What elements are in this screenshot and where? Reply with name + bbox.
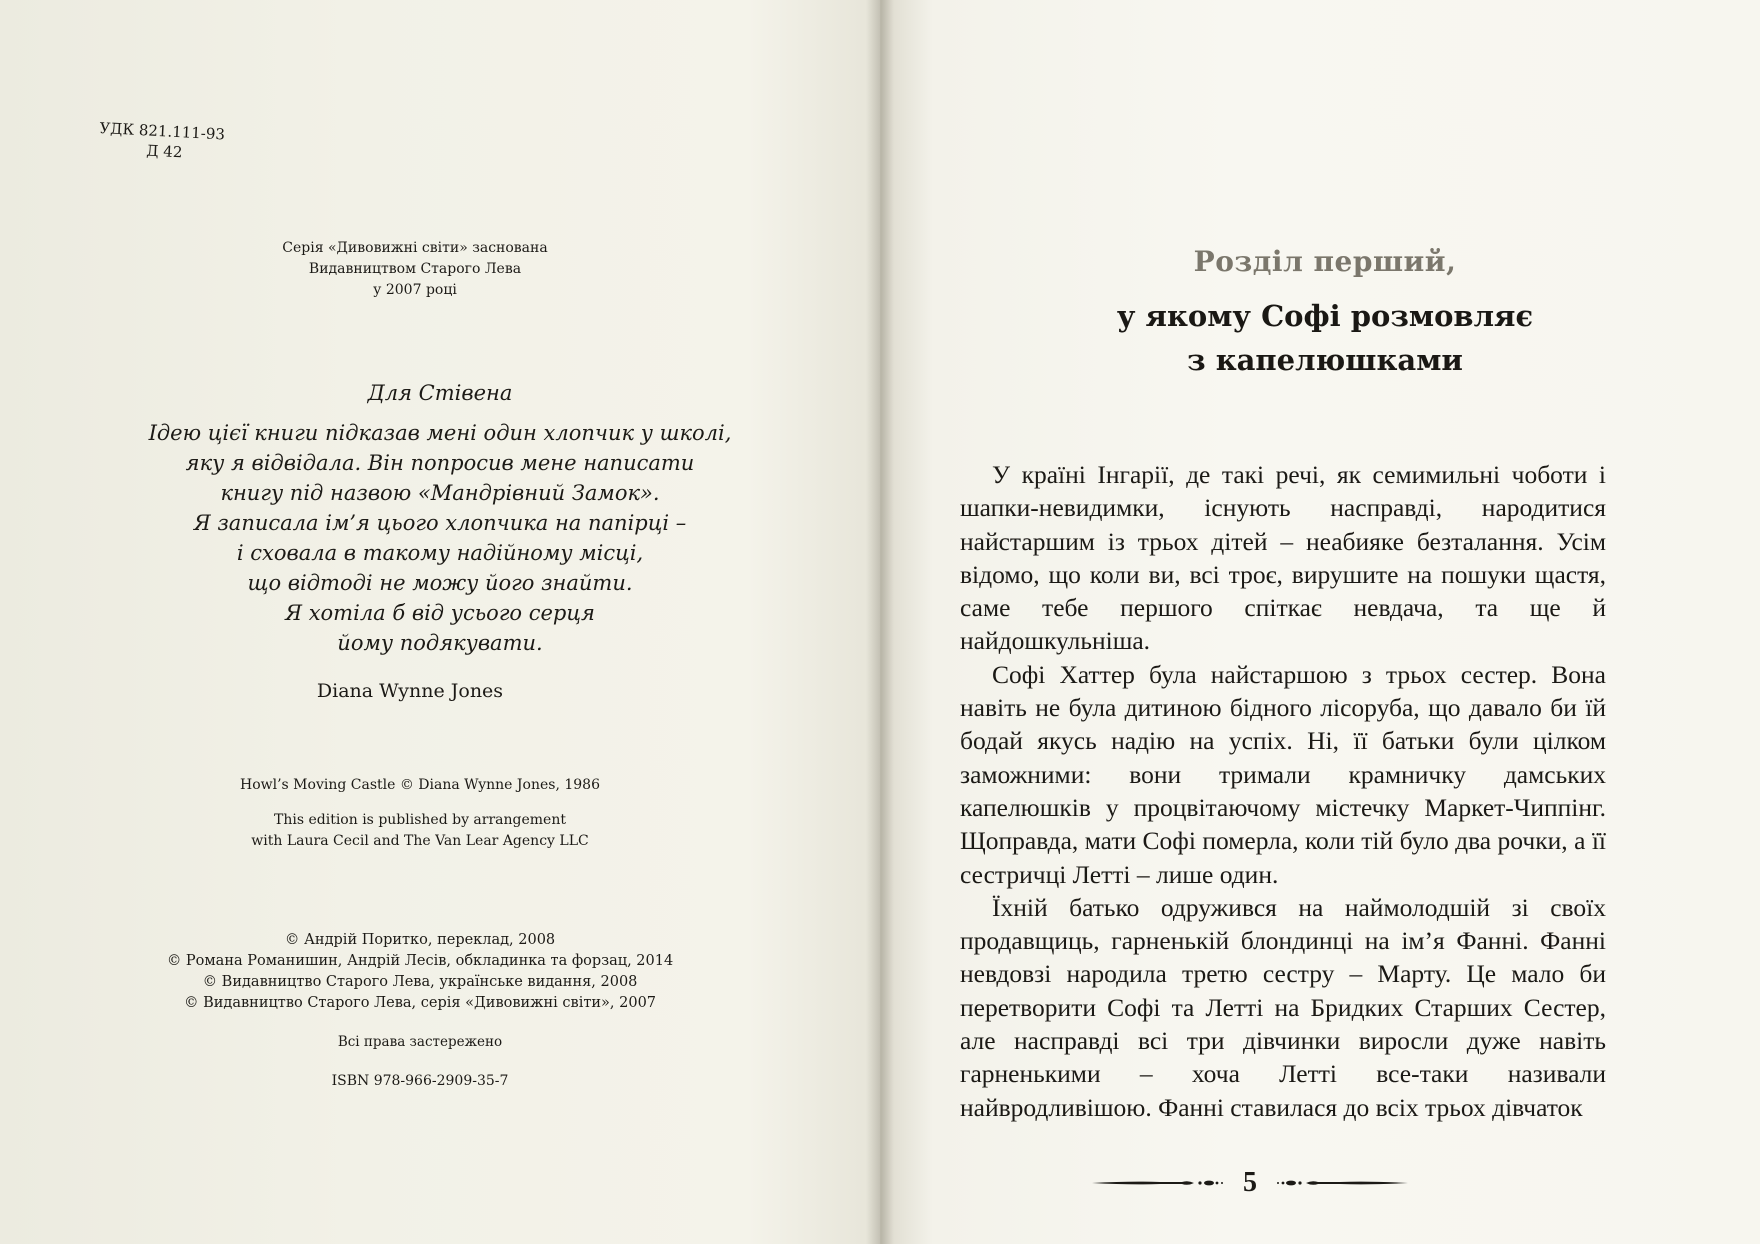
udk-author-mark: Д 42 xyxy=(145,141,183,162)
isbn: ISBN 978-966-2909-35-7 xyxy=(331,1073,509,1089)
copyright-line: © Андрій Поритко, переклад, 2008 xyxy=(284,932,556,948)
author-signature: Diana Wynne Jones xyxy=(316,680,504,702)
copyright-line: © Романа Романишин, Андрій Лесів, обкладинка та форзац, 2014 xyxy=(166,953,674,969)
dedication-line: Я хотіла б від усього серця xyxy=(285,601,595,625)
dedication-line: яку я відвідала. Він попросив мене написати xyxy=(185,451,695,475)
chapter-label: Розділ перший, xyxy=(1193,245,1457,278)
dedication-line: що відтоді не можу його знайти. xyxy=(247,571,633,595)
original-copyright: Howl’s Moving Castle © Diana Wynne Jones, 1986 xyxy=(240,777,600,793)
udk-block xyxy=(98,118,226,165)
page-footer xyxy=(1020,1165,1480,1201)
series-note xyxy=(230,238,600,301)
copyright-line: © Видавництво Старого Лева, серія «Дивовижні світи», 2007 xyxy=(183,995,657,1011)
flourish-left-icon xyxy=(1090,1176,1225,1190)
rights-reserved: Всі права застережено xyxy=(337,1034,503,1050)
flourish-right-icon xyxy=(1275,1176,1410,1190)
udk-label: УДК xyxy=(99,118,135,139)
dedication-line: Ідею цієї книги підказав мені один хлопчик у школі, xyxy=(148,421,732,445)
right-page xyxy=(880,0,1760,1244)
dedication-line: йому подякувати. xyxy=(337,631,543,655)
copyright-line: © Видавництво Старого Лева, українське видання, 2008 xyxy=(202,974,638,990)
paragraph: У країні Інгарії, де такі речі, як семимильні чоботи і шапки-невидимки, існують насправді, народитися найстаршим із трьох дітей – неабияке безталання. Усім відомо, що коли ви, всі троє, вирушите на пошуки щастя, саме тебе першого спіткає невдача, та ще й найдошкульніша. xyxy=(960,460,1606,656)
series-line: Серія «Дивовижні світи» заснована xyxy=(282,240,548,256)
dedication-title: Для Стівена xyxy=(367,381,513,405)
dedication xyxy=(110,378,770,658)
paragraph: Їхній батько одружився на наймолодшій зі своїх продавщиць, гарненькій блондинці на ім’я Фанні. Фанні невдовзі народила третю сестру – Марту. Це мало би перетворити Софі та Летті на Бридких Старших Сестер, але насправді всі три дівчинки виросли дуже навіть гарненькими – хоча Летті все-таки називали найвродливішою. Фанні ставилася до всіх трьох дівчаток xyxy=(960,892,1606,1122)
series-line: у 2007 році xyxy=(373,282,457,298)
dedication-line: книгу під назвою «Мандрівний Замок». xyxy=(220,481,660,505)
original-copyright-block xyxy=(160,775,680,852)
dedication-line: Я записала ім’я цього хлопчика на папірці – xyxy=(193,511,687,535)
chapter-body xyxy=(960,458,1606,1124)
chapter-title xyxy=(940,294,1710,382)
ua-copyright-block xyxy=(120,930,720,1014)
dedication-line: і сховала в такому надійному місці, xyxy=(236,541,644,565)
chapter-title-line: у якому Софі розмовляє xyxy=(1116,299,1534,333)
page-number: 5 xyxy=(1243,1167,1257,1198)
book-gutter xyxy=(866,0,894,1244)
paragraph: Софі Хаттер була найстаршою з трьох сестер. Вона навіть не була дитиною бідного лісоруба, що давало би їй бодай якусь надію на успіх. Ні, її батьки були цілком заможними: вони тримали крамничку дамських капелюшків у процвітаючому містечку Маркет-Чиппінг. Щоправда, мати Софі померла, коли тій було два рочки, а її сестричці Летті – лише один. xyxy=(960,659,1606,889)
arrangement-line: with Laura Cecil and The Van Lear Agency LLC xyxy=(251,833,589,849)
arrangement-line: This edition is published by arrangement xyxy=(274,812,566,828)
udk-code: 821.111-93 xyxy=(138,121,226,144)
series-line: Видавництвом Старого Лева xyxy=(308,261,522,277)
chapter-title-line: з капелюшками xyxy=(1187,343,1463,377)
